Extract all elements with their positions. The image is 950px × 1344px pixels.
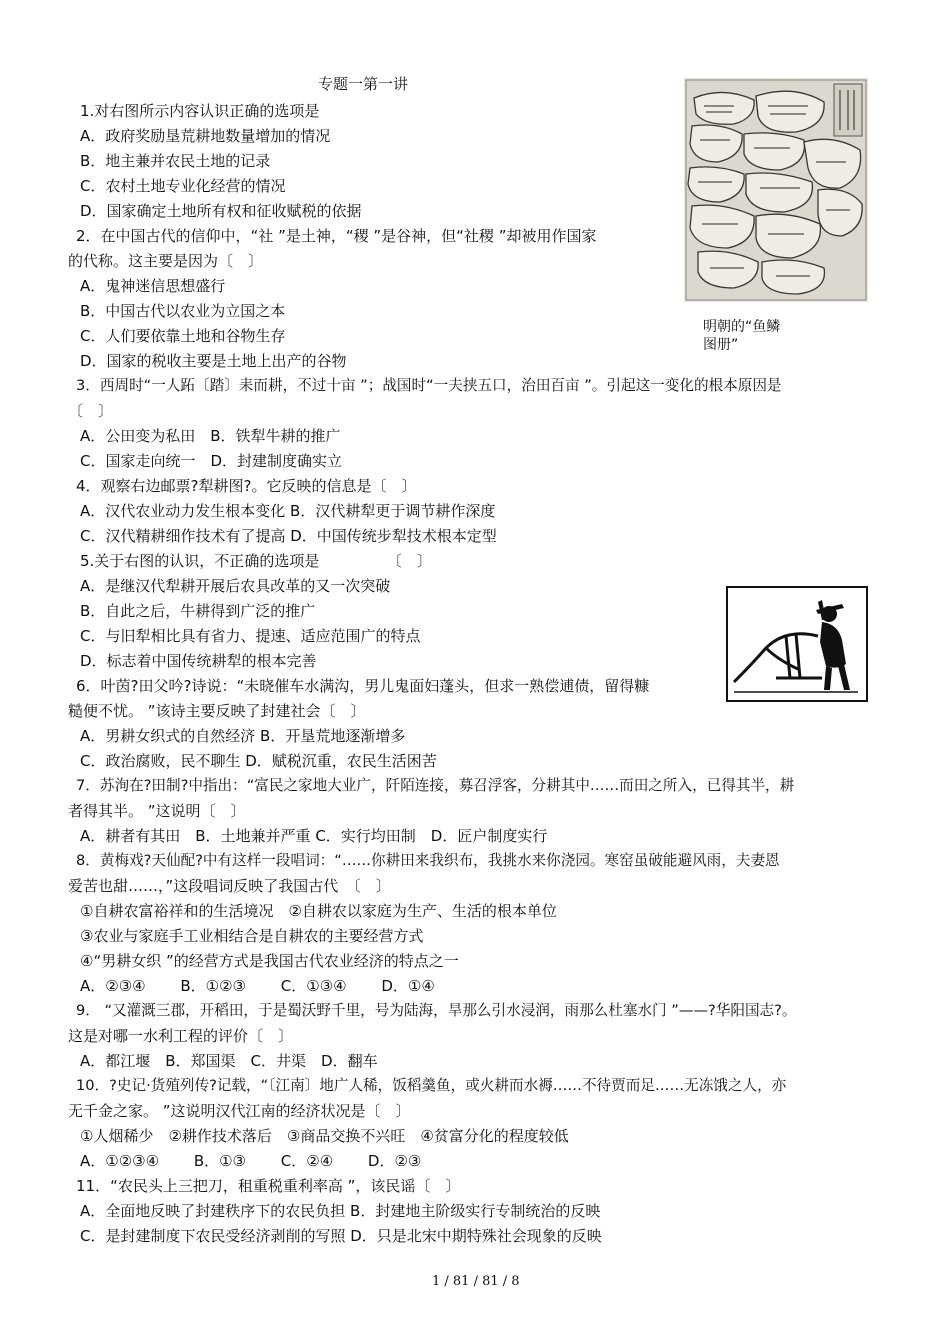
question-1-option-b: B．地主兼并农民土地的记录 [80,152,271,170]
question-9-stem: 9． “又灌溉三郡，开稻田，于是蜀沃野千里，号为陆海，旱那么引水浸润，雨那么杜塞水门 ”——?华阳国志?。 [76,1002,797,1019]
question-10-stem: 10．?史记·货殖列传?记载，“〔江南〕地广人稀，饭稻羹鱼，或火耕而水褥……不待贾而足……无冻饿之人，亦 [76,1077,787,1094]
question-11-options-ab: A．全面地反映了封建秩序下的农民负担 B．封建地主阶级实行专制统治的反映 [80,1202,601,1220]
question-8-options: A．②③④ B．①②③ C．①③④ D．①④ [80,977,435,995]
question-1-stem: 1.对右图所示内容认识正确的选项是 [80,102,320,120]
page-footer: 1 / 81 / 81 / 8 [432,1274,520,1289]
question-4-options-ab: A．汉代农业动力发生根本变化 B．汉代耕犁更于调节耕作深度 [80,502,496,520]
question-2-option-c: C．人们要依靠土地和谷物生存 [80,327,286,345]
question-5-stem: 5.关于右图的认识，不正确的选项是 〔 〕 [80,552,432,570]
question-8-statement-3: ③农业与家庭手工业相结合是自耕农的主要经营方式 [80,927,424,945]
question-2-stem-cont: 的代称。这主要是因为〔 〕 [68,252,264,270]
question-2-stem: 2．在中国古代的信仰中，“社 ”是土神，“稷 ”是谷神，但“社稷 ”却被用作国家 [76,227,597,245]
question-10-statements: ①人烟稀少 ②耕作技术落后 ③商品交换不兴旺 ④贫富分化的程度较低 [80,1127,569,1145]
question-3-stem: 3．西周时“一人跖〔踏〕耒而耕，不过十亩 ”；战国时“一夫挟五口，治田百亩 ”。引起这一变化的根本原因是 [76,377,782,394]
fish-scale-caption-line1: 明朝的“鱼鳞 [703,319,781,335]
question-4-stem: 4．观察右边邮票?犁耕图?。它反映的信息是〔 〕 [76,477,417,495]
question-8-stem-cont: 爱苦也甜……，”这段唱词反映了我国古代 〔 〕 [68,877,391,895]
question-10-stem-cont: 无千金之家。 ”这说明汉代江南的经济状况是〔 〕 [68,1102,411,1120]
question-3-options-cd: C．国家走向统一 D．封建制度确实立 [80,452,343,470]
question-2-option-b: B．中国古代以农业为立国之本 [80,302,286,320]
question-8-statements-12: ①自耕农富裕祥和的生活境况 ②自耕农以家庭为生产、生活的根本单位 [80,902,557,920]
question-4-options-cd: C．汉代精耕细作技术有了提高 D．中国传统步犁技术根本定型 [80,527,497,545]
question-1-option-a: A．政府奖励垦荒耕地数量增加的情况 [80,127,331,145]
question-8-statement-4: ④“男耕女织 ”的经营方式是我国古代农业经济的特点之一 [80,952,459,970]
question-1-option-c: C．农村土地专业化经营的情况 [80,177,286,195]
question-3-options-ab: A．公田变为私田 B．铁犁牛耕的推广 [80,427,341,445]
question-9-options: A．都江堰 B．郑国渠 C．井渠 D．翻车 [80,1052,378,1070]
question-1-option-d: D．国家确定土地所有权和征收赋税的依据 [80,202,362,220]
question-11-options-cd: C．是封建制度下农民受经济剥削的写照 D．只是北宋中期特殊社会现象的反映 [80,1227,602,1245]
fish-scale-caption-line2: 图册” [703,337,739,353]
fish-scale-register-drawing [684,78,868,302]
question-5-option-b: B．自此之后，牛耕得到广泛的推广 [80,602,316,620]
question-9-stem-cont: 这是对哪一水利工程的评价〔 〕 [68,1027,294,1045]
question-7-stem: 7．苏洵在?田制?中指出：“富民之家地大业广，阡陌连接，募召浮客，分耕其中……而田之所入，已得其半，耕 [76,777,795,794]
question-2-option-a: A．鬼神迷信思想盛行 [80,277,226,295]
question-7-stem-cont: 者得其半。 ”这说明〔 〕 [68,802,246,820]
curved-plough-image [726,586,868,702]
question-8-stem: 8．黄梅戏?天仙配?中有这样一段唱词：“……你耕田来我织布，我挑水来你浇园。寒窑虽破能避风雨，夫妻恩 [76,852,780,869]
curved-plough-drawing [726,586,868,702]
fish-scale-register-image [684,78,868,302]
question-7-options: A．耕者有其田 B．土地兼并严重 C．实行均田制 D．匠户制度实行 [80,827,548,845]
question-6-stem-cont: 糙便不忧。 ”该诗主要反映了封建社会〔 〕 [68,702,366,720]
question-6-options-ab: A．男耕女织式的自然经济 B．开垦荒地逐渐增多 [80,727,406,745]
question-2-option-d: D．国家的税收主要是土地上出产的谷物 [80,352,347,370]
question-5-option-c: C．与旧犁相比具有省力、提速、适应范围广的特点 [80,627,421,645]
question-5-option-a: A．是继汉代犁耕开展后农具改革的又一次突破 [80,577,391,595]
question-5-option-d: D．标志着中国传统耕犁的根本完善 [80,652,317,670]
question-10-options: A．①②③④ B．①③ C．②④ D．②③ [80,1152,422,1170]
question-3-stem-cont: 〔 〕 [68,402,114,420]
question-6-options-cd: C．政治腐败，民不聊生 D．赋税沉重，农民生活困苦 [80,752,437,770]
page-title: 专题一第一讲 [318,75,409,93]
question-6-stem: 6．叶茵?田父吟?诗说：“未晓催车水满沟，男儿鬼面妇蓬头，但求一熟偿逋债，留得糠 [76,677,650,695]
question-11-stem: 11．“农民头上三把刀，租重税重利率高 ”，该民谣〔 〕 [76,1177,461,1195]
